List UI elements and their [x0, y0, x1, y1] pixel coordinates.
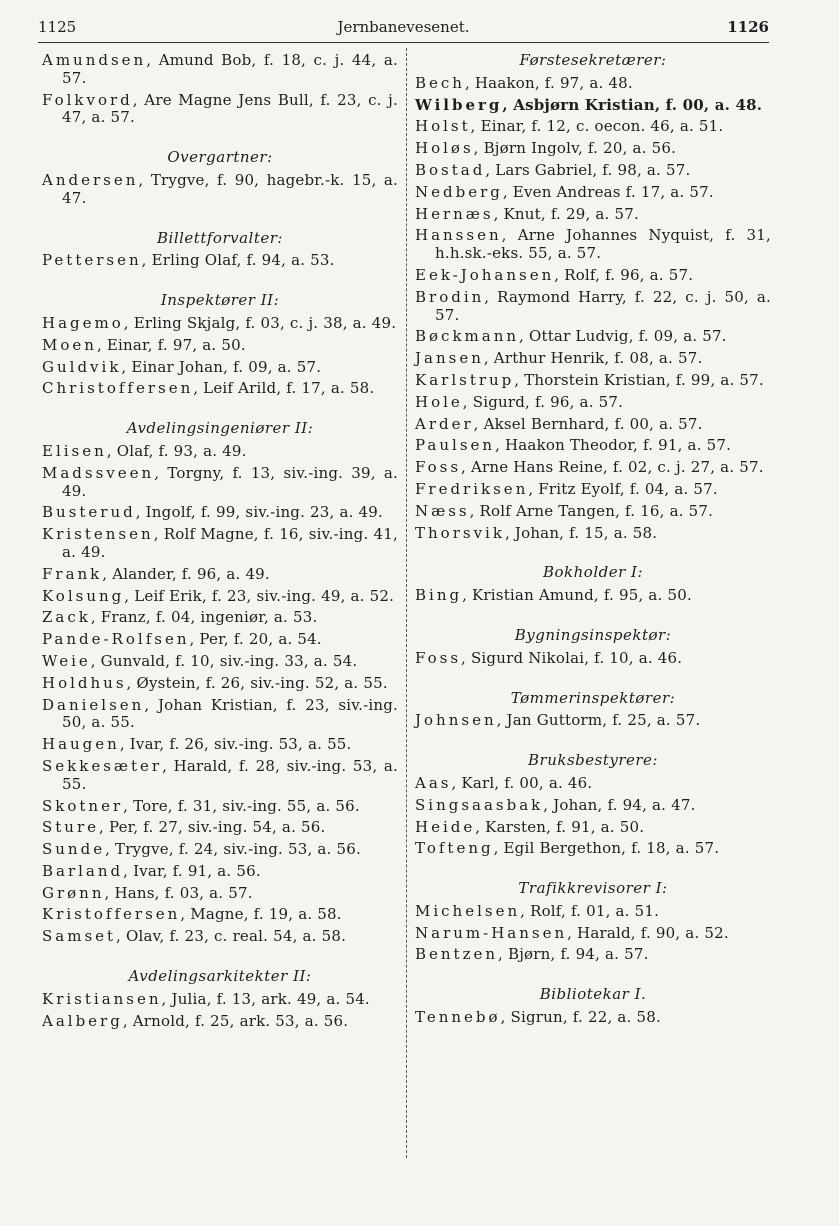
entry-surname: Holøs	[415, 139, 474, 158]
roster-entry	[42, 504, 398, 522]
entry-details: , Knut, f. 29, a. 57.	[493, 204, 639, 223]
section-heading: Overgartner:	[167, 148, 273, 167]
section-heading: Bibliotekar I.	[539, 985, 647, 1004]
entry-details: , Johan Kristian, f. 23, siv.-ing. 50, a. 55.	[62, 695, 398, 732]
roster-entry	[415, 525, 771, 543]
entry-details: , Einar, f. 12, c. oecon. 46, a. 51.	[470, 117, 724, 136]
roster-entry	[415, 97, 771, 115]
roster-entry	[415, 1009, 771, 1027]
roster-entry	[42, 1013, 398, 1031]
entry-surname: Bøckmann	[415, 327, 520, 346]
entry-details: , Gunvald, f. 10, siv.-ing. 33, a. 54.	[90, 651, 358, 670]
entry-details: , Øystein, f. 26, siv.-ing. 52, a. 55.	[126, 673, 388, 692]
entry-surname: Bentzen	[415, 945, 499, 964]
entry-details: , Rolf Arne Tangen, f. 16, a. 57.	[469, 501, 714, 520]
roster-entry	[42, 653, 398, 671]
roster-entry	[415, 140, 771, 158]
entry-details: , Harald, f. 90, a. 52.	[567, 923, 729, 942]
entry-details: , Olaf, f. 93, a. 49.	[106, 441, 247, 460]
entry-surname: Tofteng	[415, 839, 494, 858]
roster-entry	[42, 359, 398, 377]
page-number-right: 1126	[727, 18, 769, 36]
entry-surname: Pande-Rolfsen	[42, 630, 190, 649]
entry-details: , Alander, f. 96, a. 49.	[102, 564, 270, 583]
entry-details: , Tore, f. 31, siv.-ing. 55, a. 56.	[123, 796, 360, 815]
entry-details: , Trygve, f. 24, siv.-ing. 53, a. 56.	[105, 840, 361, 859]
roster-entry	[42, 172, 398, 208]
entry-surname: Brodin	[415, 287, 485, 306]
entry-details: , Leif Erik, f. 23, siv.-ing. 49, a. 52.	[124, 586, 395, 605]
section-heading: Førstesekretærer:	[519, 51, 667, 69]
entry-surname: Michelsen	[415, 901, 521, 920]
entry-surname: Guldvik	[42, 357, 122, 376]
roster-entry	[415, 650, 771, 668]
entry-surname: Kristoffersen	[42, 905, 181, 924]
entry-surname: Busterud	[42, 503, 136, 522]
roster-entry	[415, 289, 771, 325]
entry-details: , Bjørn, f. 94, a. 57.	[498, 945, 649, 964]
roster-entry	[42, 885, 398, 903]
entry-details: , Sigrun, f. 22, a. 58.	[500, 1008, 661, 1027]
entry-details: , Rolf, f. 96, a. 57.	[554, 265, 694, 284]
entry-details: , Franz, f. 04, ingeniør, a. 53.	[90, 608, 318, 627]
entry-surname: Hagemo	[42, 313, 124, 332]
entry-surname: Holdhus	[42, 673, 127, 692]
entry-details: , Thorstein Kristian, f. 99, a. 57.	[514, 370, 764, 389]
entry-details: , Arne Hans Reine, f. 02, c. j. 27, a. 57.	[461, 458, 764, 477]
entry-details: , Erling Olaf, f. 94, a. 53.	[141, 251, 335, 270]
entry-surname: Kolsung	[42, 586, 125, 605]
roster-entry	[415, 184, 771, 202]
roster-entry	[415, 206, 771, 224]
section-heading: Avdelingsingeniører II:	[126, 419, 314, 438]
entry-details: , Per, f. 20, a. 54.	[189, 630, 322, 649]
roster-entry	[415, 819, 771, 837]
roster-entry	[42, 675, 398, 693]
entry-surname: Amundsen	[42, 51, 147, 69]
entry-surname: Tennebø	[415, 1008, 501, 1027]
page-header	[38, 16, 769, 43]
column-divider	[406, 48, 407, 1158]
entry-details: , Fritz Eyolf, f. 04, a. 57.	[528, 479, 718, 498]
roster-entry	[415, 162, 771, 180]
entry-surname: Singsaasbak	[415, 795, 544, 814]
entry-surname: Sekkesæter	[42, 756, 163, 775]
roster-section	[415, 627, 771, 668]
roster-entry	[42, 841, 398, 859]
section-heading: Avdelingsarkitekter II:	[128, 967, 312, 986]
entry-surname: Heide	[415, 817, 476, 836]
entry-surname: Danielsen	[42, 695, 145, 714]
running-title: Jernbanevesenet.	[337, 18, 470, 36]
roster-section	[415, 752, 771, 858]
roster-entry	[415, 372, 771, 390]
roster-entry	[42, 928, 398, 946]
entry-surname: Frank	[42, 564, 103, 583]
roster-entry	[415, 903, 771, 921]
entry-surname: Skotner	[42, 796, 124, 815]
roster-entry	[42, 906, 398, 924]
roster-entry	[415, 328, 771, 346]
entry-details: , Erling Skjalg, f. 03, c. j. 38, a. 49.	[123, 313, 397, 332]
entry-details: , Sigurd Nikolai, f. 10, a. 46.	[461, 648, 683, 667]
entry-details: , Jan Guttorm, f. 25, a. 57.	[496, 711, 701, 730]
roster-entry	[42, 588, 398, 606]
entry-surname: Aas	[415, 773, 452, 792]
entry-surname: Zack	[42, 608, 91, 627]
roster-entry	[42, 52, 398, 88]
entry-details: , Magne, f. 19, a. 58.	[180, 905, 342, 924]
roster-entry	[42, 337, 398, 355]
entry-surname: Kristensen	[42, 525, 154, 544]
entry-surname: Andersen	[42, 170, 139, 189]
entry-surname: Hanssen	[415, 226, 502, 245]
entry-details: , Trygve, f. 90, hagebr.-k. 15, a. 47.	[62, 170, 398, 207]
entry-surname: Sunde	[42, 840, 106, 859]
entry-surname: Haugen	[42, 735, 120, 754]
entry-surname: Hole	[415, 392, 463, 411]
entry-details: , Harald, f. 28, siv.-ing. 53, a. 55.	[62, 756, 398, 793]
entry-details: , Johan, f. 94, a. 47.	[543, 795, 696, 814]
entry-surname: Wilberg	[415, 95, 503, 114]
entry-details: , Aksel Bernhard, f. 00, a. 57.	[473, 414, 703, 433]
entry-surname: Næss	[415, 501, 470, 520]
roster-entry	[415, 925, 771, 943]
entry-details: , Even Andreas f. 17, a. 57.	[502, 182, 714, 201]
entry-details: , Einar Johan, f. 09, a. 57.	[121, 357, 322, 376]
roster-entry	[42, 991, 398, 1009]
section-heading: Inspektører II:	[160, 291, 280, 310]
roster-section	[415, 52, 771, 542]
entry-details: , Arnold, f. 25, ark. 53, a. 56.	[122, 1011, 349, 1030]
roster-entry	[415, 350, 771, 368]
entry-details: , Arthur Henrik, f. 08, a. 57.	[483, 349, 703, 368]
entry-details: , Amund Bob, f. 18, c. j. 44, a. 57.	[62, 51, 398, 87]
entry-details: , Haakon, f. 97, a. 48.	[464, 73, 633, 92]
entry-surname: Elisen	[42, 441, 107, 460]
entry-surname: Sture	[42, 818, 100, 837]
roster-section	[42, 52, 398, 127]
entry-surname: Johnsen	[415, 711, 497, 730]
entry-details: , Lars Gabriel, f. 98, a. 57.	[485, 160, 691, 179]
entry-surname: Barland	[42, 861, 124, 880]
entry-details: , Olav, f. 23, c. real. 54, a. 58.	[116, 927, 347, 946]
section-heading: Trafikkrevisorer I:	[518, 879, 668, 898]
section-heading: Bruksbestyrere:	[528, 751, 658, 770]
entry-surname: Thorsvik	[415, 523, 505, 542]
roster-entry	[415, 267, 771, 285]
entry-details: , Raymond Harry, f. 22, c. j. 50, a. 57.	[435, 287, 771, 324]
entry-surname: Bing	[415, 586, 463, 605]
roster-entry	[42, 758, 398, 794]
entry-details: , Ivar, f. 91, a. 56.	[123, 861, 261, 880]
roster-entry	[415, 481, 771, 499]
roster-section	[415, 880, 771, 964]
entry-details: , Hans, f. 03, a. 57.	[104, 883, 253, 902]
entry-details: , Are Magne Jens Bull, f. 23, c. j. 47, a. 57.	[62, 90, 398, 127]
roster-entry	[415, 227, 771, 263]
roster-entry	[415, 797, 771, 815]
roster-entry	[415, 587, 771, 605]
entry-details: , Karsten, f. 91, a. 50.	[475, 817, 645, 836]
entry-details: , Rolf, f. 01, a. 51.	[520, 901, 660, 920]
entry-details: , Ingolf, f. 99, siv.-ing. 23, a. 49.	[135, 503, 383, 522]
roster-entry	[42, 736, 398, 754]
roster-entry	[42, 697, 398, 733]
roster-entry	[42, 315, 398, 333]
right-column	[415, 52, 771, 1031]
entry-surname: Christoffersen	[42, 379, 194, 398]
entry-details: , Asbjørn Kristian, f. 00, a. 48.	[502, 95, 763, 114]
roster-entry	[415, 394, 771, 412]
roster-entry	[42, 566, 398, 584]
entry-surname: Grønn	[42, 883, 105, 902]
entry-surname: Pettersen	[42, 251, 142, 270]
entry-surname: Moen	[42, 335, 97, 354]
entry-details: , Johan, f. 15, a. 58.	[504, 523, 658, 542]
entry-details: , Kristian Amund, f. 95, a. 50.	[462, 586, 692, 605]
entry-surname: Karlstrup	[415, 370, 515, 389]
roster-section	[415, 986, 771, 1027]
roster-entry	[415, 416, 771, 434]
roster-section	[42, 149, 398, 207]
roster-entry	[42, 92, 398, 128]
entry-surname: Samset	[42, 927, 117, 946]
roster-entry	[42, 380, 398, 398]
entry-details: , Rolf Magne, f. 16, siv.-ing. 41, a. 49.	[62, 525, 398, 561]
roster-section	[42, 292, 398, 398]
entry-surname: Hernæs	[415, 204, 494, 223]
roster-entry	[415, 75, 771, 93]
entry-surname: Foss	[415, 458, 462, 477]
entry-details: , Ivar, f. 26, siv.-ing. 53, a. 55.	[119, 735, 352, 754]
entry-surname: Fredriksen	[415, 479, 529, 498]
roster-entry	[415, 840, 771, 858]
roster-entry	[415, 946, 771, 964]
roster-section	[42, 420, 398, 946]
roster-entry	[415, 459, 771, 477]
entry-surname: Aalberg	[42, 1011, 123, 1030]
entry-surname: Bech	[415, 73, 465, 92]
entry-details: , Haakon Theodor, f. 91, a. 57.	[495, 436, 732, 455]
entry-details: , Bjørn Ingolv, f. 20, a. 56.	[473, 139, 677, 158]
roster-entry	[42, 798, 398, 816]
page-number-left: 1125	[38, 18, 77, 36]
entry-surname: Folkvord	[42, 90, 133, 109]
roster-entry	[415, 437, 771, 455]
roster-section	[415, 690, 771, 731]
entry-details: , Einar, f. 97, a. 50.	[96, 335, 246, 354]
left-column	[42, 52, 398, 1034]
entry-surname: Arder	[415, 414, 474, 433]
entry-details: , Per, f. 27, siv.-ing. 54, a. 56.	[99, 818, 326, 837]
roster-section	[42, 230, 398, 271]
entry-details: , Sigurd, f. 96, a. 57.	[462, 392, 624, 411]
section-heading: Tømmerinspektører:	[510, 688, 676, 707]
entry-surname: Narum-Hansen	[415, 923, 568, 942]
roster-entry	[42, 631, 398, 649]
entry-details: , Julia, f. 13, ark. 49, a. 54.	[161, 989, 370, 1008]
roster-entry	[42, 863, 398, 881]
roster-entry	[415, 712, 771, 730]
roster-entry	[42, 465, 398, 501]
entry-surname: Paulsen	[415, 436, 496, 455]
entry-surname: Holst	[415, 117, 471, 136]
roster-entry	[42, 819, 398, 837]
entry-surname: Eek-Johansen	[415, 265, 555, 284]
roster-entry	[42, 443, 398, 461]
entry-details: , Torgny, f. 13, siv.-ing. 39, a. 49.	[62, 463, 398, 500]
entry-details: , Arne Johannes Nyquist, f. 31, h.h.sk.-eks. 55, a. 57.	[435, 226, 771, 263]
roster-entry	[42, 526, 398, 562]
roster-entry	[415, 118, 771, 136]
entry-surname: Bostad	[415, 160, 486, 179]
entry-details: , Ottar Ludvig, f. 09, a. 57.	[519, 327, 727, 346]
roster-section	[415, 564, 771, 605]
roster-entry	[42, 609, 398, 627]
entry-surname: Foss	[415, 648, 462, 667]
entry-details: , Egil Bergethon, f. 18, a. 57.	[493, 839, 720, 858]
entry-surname: Nedberg	[415, 182, 503, 201]
roster-entry	[42, 252, 398, 270]
section-heading: Billettforvalter:	[157, 228, 283, 247]
roster-entry	[415, 775, 771, 793]
entry-surname: Madssveen	[42, 463, 155, 482]
section-heading: Bygningsinspektør:	[514, 625, 672, 644]
entry-surname: Kristiansen	[42, 989, 162, 1008]
entry-details: , Karl, f. 00, a. 46.	[451, 773, 593, 792]
roster-entry	[415, 503, 771, 521]
section-heading: Bokholder I:	[542, 563, 644, 582]
entry-surname: Weie	[42, 651, 91, 670]
roster-section	[42, 968, 398, 1030]
entry-surname: Jansen	[415, 349, 484, 368]
entry-details: , Leif Arild, f. 17, a. 58.	[193, 379, 375, 398]
